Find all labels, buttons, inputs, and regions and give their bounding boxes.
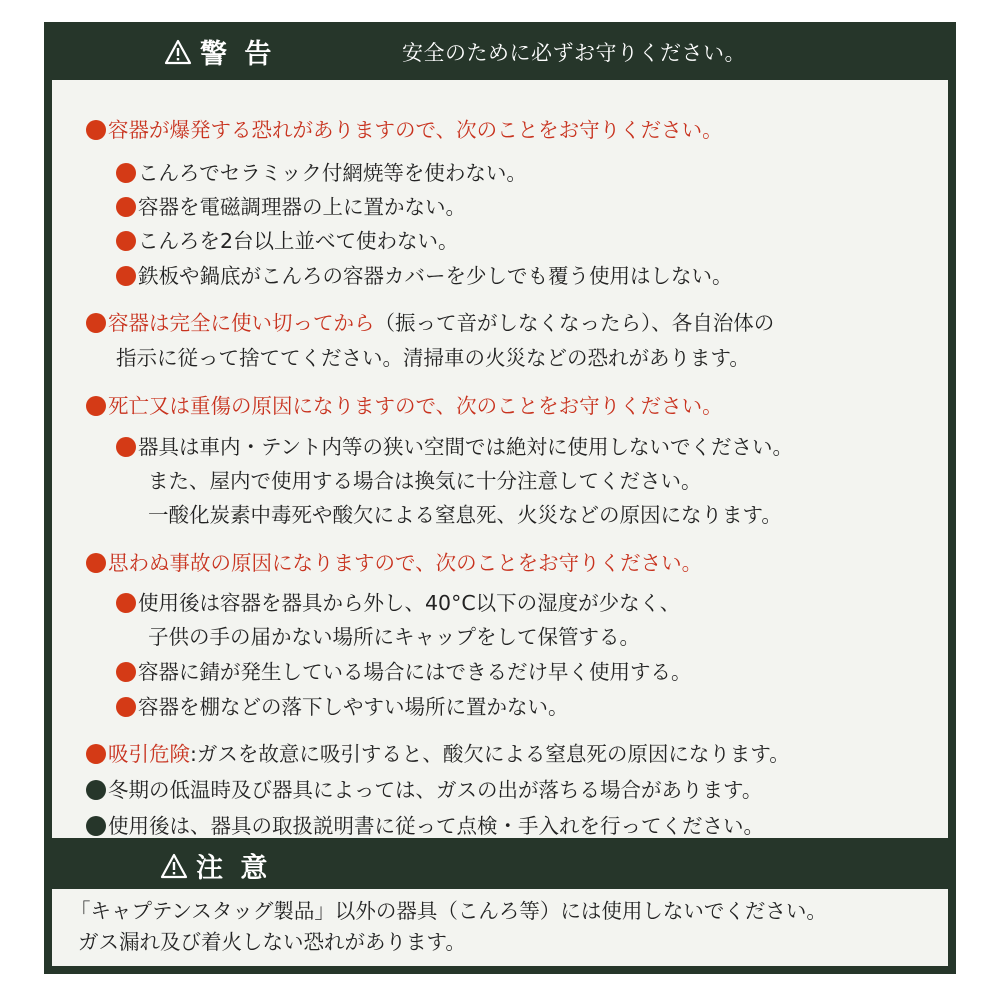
section-1-item-2: 容器を電磁調理器の上に置かない。 bbox=[116, 192, 466, 222]
warning-frame bbox=[44, 22, 956, 974]
section-1-item-3: こんろを2台以上並べて使わない。 bbox=[116, 226, 459, 256]
caution-title bbox=[160, 846, 271, 885]
bullet-icon bbox=[86, 816, 106, 836]
bullet-icon bbox=[116, 593, 136, 613]
section-3-heading: 死亡又は重傷の原因になりますので、次のことをお守りください。 bbox=[86, 391, 723, 421]
bullet-icon bbox=[86, 553, 106, 573]
warning-triangle-icon bbox=[160, 853, 188, 879]
bullet-icon bbox=[86, 120, 106, 140]
bullet-icon bbox=[116, 231, 136, 251]
section-3-item-1-cont-1: また、屋内で使用する場合は換気に十分注意してください。 bbox=[148, 469, 702, 493]
note-2: 使用後は、器具の取扱説明書に従って点検・手入れを行ってください。 bbox=[86, 811, 764, 841]
section-3-item-1-cont-2: 一酸化炭素中毒死や酸欠による窒息死、火災などの原因になります。 bbox=[148, 503, 782, 527]
caution-header bbox=[44, 838, 956, 889]
section-4-heading: 思わぬ事故の原因になりますので、次のことをお守りください。 bbox=[86, 548, 702, 578]
section-3-item-1: 器具は車内・テント内等の狭い空間では絶対に使用しないでください。 bbox=[116, 432, 793, 462]
caution-panel bbox=[52, 889, 948, 966]
note-1: 冬期の低温時及び器具によっては、ガスの出が落ちる場合があります。 bbox=[86, 775, 762, 805]
bullet-icon bbox=[116, 662, 136, 682]
bullet-icon bbox=[86, 313, 106, 333]
warning-panel bbox=[52, 80, 948, 838]
caution-line-2: ガス漏れ及び着火しない恐れがあります。 bbox=[78, 930, 466, 954]
bullet-icon bbox=[116, 266, 136, 286]
caution-title-text: 注 意 bbox=[196, 853, 272, 884]
section-2-heading: 容器は完全に使い切ってから（振って音がしなくなったら）、各自治体の bbox=[86, 308, 774, 338]
section-5-heading: 吸引危険:ガスを故意に吸引すると、酸欠による窒息死の原因になります。 bbox=[86, 739, 790, 769]
section-4-item-1: 使用後は容器を器具から外し、40°C以下の湿度が少なく、 bbox=[116, 588, 680, 618]
warning-triangle-icon bbox=[164, 39, 192, 65]
bullet-icon bbox=[116, 437, 136, 457]
bullet-icon bbox=[86, 780, 106, 800]
section-4-item-3: 容器を棚などの落下しやすい場所に置かない。 bbox=[116, 692, 569, 722]
bullet-icon bbox=[116, 697, 136, 717]
section-1-item-1: こんろでセラミック付網焼等を使わない。 bbox=[116, 158, 527, 188]
bullet-icon bbox=[116, 197, 136, 217]
section-1-item-4: 鉄板や鍋底がこんろの容器カバーを少しでも覆う使用はしない。 bbox=[116, 261, 733, 291]
section-4-item-2: 容器に錆が発生している場合にはできるだけ早く使用する。 bbox=[116, 657, 692, 687]
section-2-cont: 指示に従って捨ててください。清掃車の火災などの恐れがあります。 bbox=[116, 346, 750, 370]
bullet-icon bbox=[86, 396, 106, 416]
warning-subtitle: 安全のために必ずお守りください。 bbox=[402, 41, 746, 65]
warning-title bbox=[164, 32, 275, 71]
bullet-icon bbox=[116, 163, 136, 183]
section-1-heading: 容器が爆発する恐れがありますので、次のことをお守りください。 bbox=[86, 115, 723, 145]
section-4-item-1-cont: 子供の手の届かない場所にキャップをして保管する。 bbox=[148, 625, 640, 649]
warning-header bbox=[44, 22, 956, 80]
caution-line-1: 「キャプテンスタッグ製品」以外の器具（こんろ等）には使用しないでください。 bbox=[70, 899, 827, 923]
bullet-icon bbox=[86, 744, 106, 764]
warning-title-text: 警 告 bbox=[200, 39, 276, 70]
